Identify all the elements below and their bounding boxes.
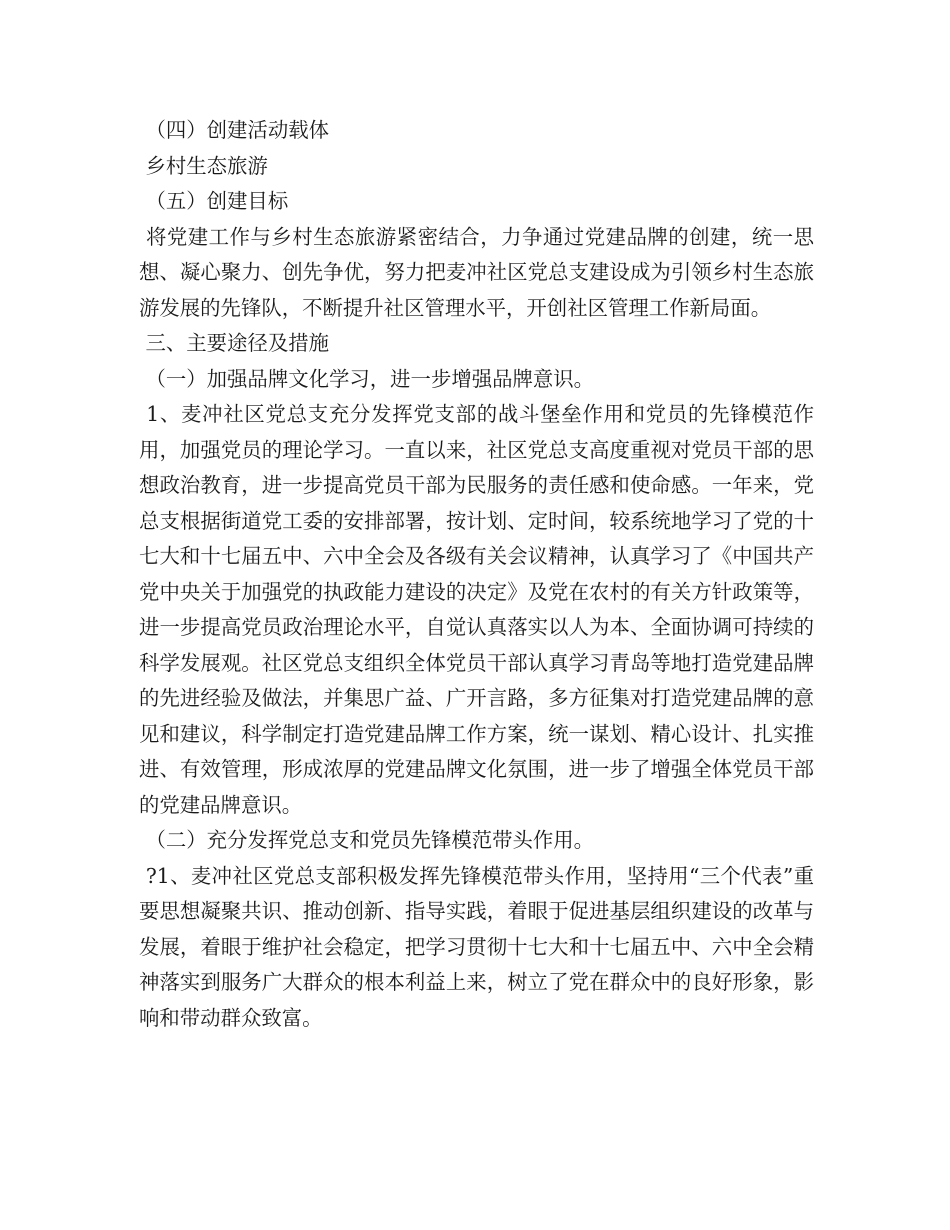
document-body <box>139 113 814 1036</box>
paragraph-creation-goal: 将党建工作与乡村生态旅游紧密结合，力争通过党建品牌的创建，统一思想、凝心聚力、创先争优，努力把麦冲社区党总支建设成为引领乡村生态旅游发展的先锋队，不断提升社区管理水平，开创社区管理工作新局面。 <box>139 224 814 320</box>
heading-activity-carrier: （四）创建活动载体 <box>139 118 329 142</box>
paragraph-rural-eco-tourism: 乡村生态旅游 <box>139 153 268 178</box>
paragraph-brand-culture-study: 1、麦冲社区党总支充分发挥党支部的战斗堡垒作用和党员的先锋模范作用，加强党员的理论学习。一直以来，社区党总支高度重视对党员干部的思想政治教育，进一步提高党员干部为民服务的责任感和使命感。一年来，党总支根据街道党工委的安排部署，按计划、定时间，较系统地学习了党的十七大和十七届五中、六中全会及各级有关会议精神，认真学习了《中国共产党中央关于加强党的执政能力建设的决定》及党在农村的有关方针政策等，进一步提高党员政治理论水平，自觉认真落实以人为本、全面协调可持续的科学发展观。社区党总支组织全体党员干部认真学习青岛等地打造党建品牌的先进经验及做法，并集思广益、广开言路，多方征集对打造党建品牌的意见和建议，科学制定打造党建品牌工作方案，统一谋划、精心设计、扎实推进、有效管理，形成浓厚的党建品牌文化氛围，进一步了增强全体党员干部的党建品牌意识。 <box>139 402 814 817</box>
heading-brand-culture-study: （一）加强品牌文化学习，进一步增强品牌意识。 <box>139 366 595 391</box>
heading-pioneer-role: （二）充分发挥党总支和党员先锋模范带头作用。 <box>139 828 595 852</box>
paragraph-pioneer-role: ?1、麦冲社区党总支部积极发挥先锋模范带头作用，坚持用“三个代表”重要思想凝聚共识、推动创新、指导实践，着眼于促进基层组织建设的改革与发展，着眼于维护社会稳定，把学习贯彻十七大和十七届五中、六中全会精神落实到服务广大群众的根本利益上来，树立了党在群众中的良好形象，影响和带动群众致富。 <box>139 863 814 1030</box>
heading-main-approaches: 三、主要途径及措施 <box>139 331 329 355</box>
heading-creation-goal: （五）创建目标 <box>139 189 289 213</box>
